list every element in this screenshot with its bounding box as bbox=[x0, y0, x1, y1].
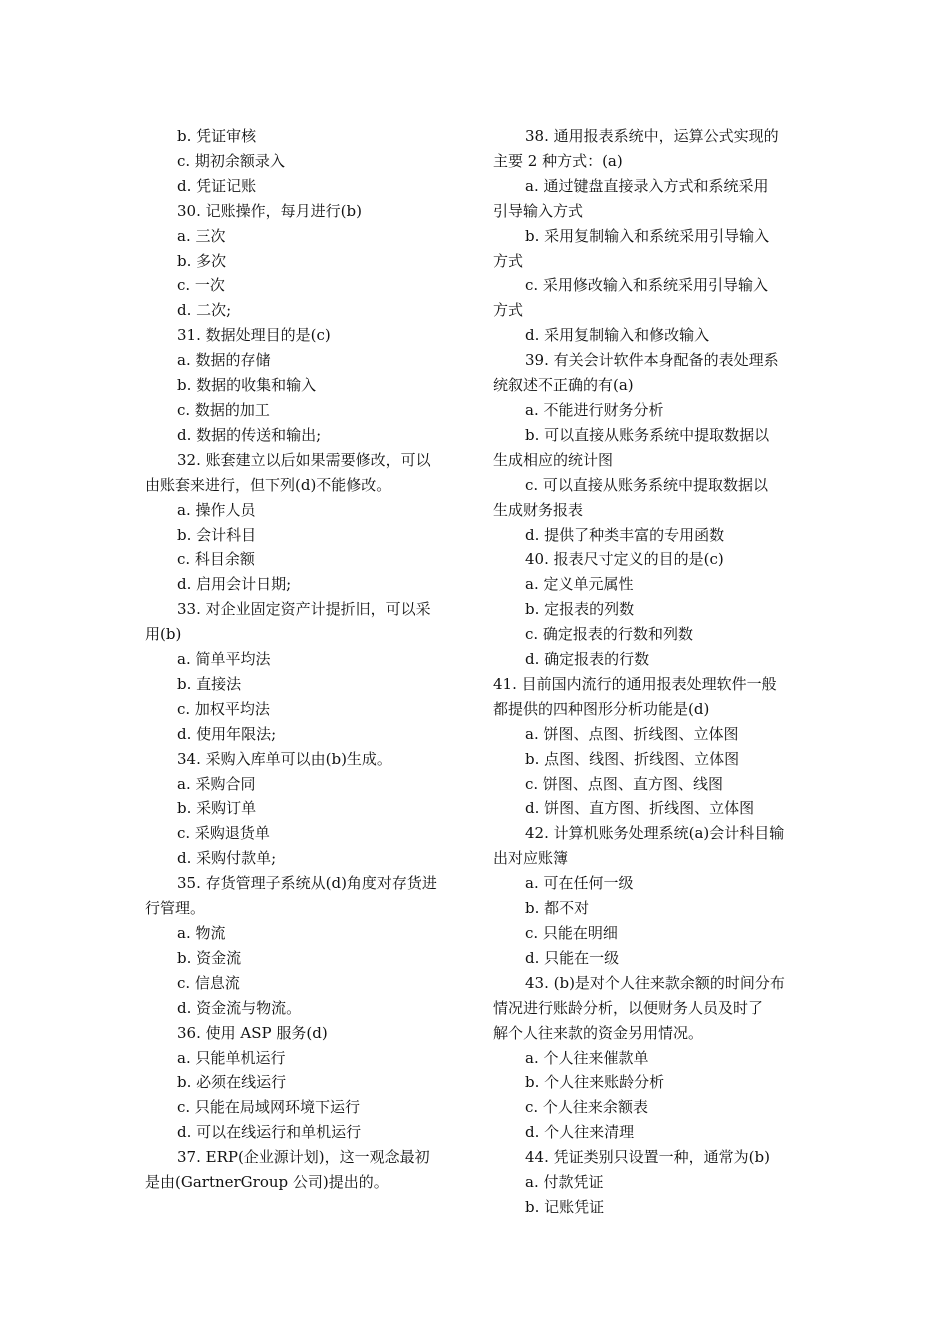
text-line: d. 提供了种类丰富的专用函数 bbox=[525, 525, 725, 544]
text-line: c. 只能在局域网环境下运行 bbox=[177, 1098, 360, 1117]
text-line: b. 凭证审核 bbox=[177, 127, 257, 145]
text-line: 34. 采购入库单可以由(b)生成。 bbox=[177, 749, 392, 768]
text-line: a. 数据的存储 bbox=[177, 351, 271, 370]
text-line: c. 确定报表的行数和列数 bbox=[525, 625, 693, 644]
text-line: c. 信息流 bbox=[177, 973, 240, 992]
text-line: 38. 通用报表系统中，运算公式实现的 bbox=[525, 127, 779, 145]
text-line: 31. 数据处理目的是(c) bbox=[177, 326, 331, 345]
text-line: b. 必须在线运行 bbox=[177, 1073, 287, 1092]
text-line: b. 记账凭证 bbox=[525, 1197, 605, 1216]
text-line: 出对应账簿 bbox=[493, 849, 569, 868]
text-line: a. 个人往来催款单 bbox=[525, 1048, 649, 1067]
text-line: 35. 存货管理子系统从(d)角度对存货进 bbox=[177, 874, 437, 893]
text-line: a. 定义单元属性 bbox=[525, 575, 634, 594]
text-line: c. 科目余额 bbox=[177, 550, 255, 569]
text-line: b. 个人往来账龄分析 bbox=[525, 1073, 665, 1092]
text-line: a. 可在任何一级 bbox=[525, 874, 634, 893]
text-line: 由账套来进行，但下列(d)不能修改。 bbox=[145, 475, 392, 494]
text-line: d. 饼图、直方图、折线图、立体图 bbox=[525, 799, 755, 818]
text-line: 32. 账套建立以后如果需要修改，可以 bbox=[177, 450, 431, 469]
text-line: b. 会计科目 bbox=[177, 525, 257, 544]
text-line: 行管理。 bbox=[145, 899, 206, 918]
text-line: b. 采购订单 bbox=[177, 799, 257, 818]
text-line: d. 采用复制输入和修改输入 bbox=[525, 326, 710, 345]
text-line: a. 物流 bbox=[177, 924, 226, 942]
text-line: b. 都不对 bbox=[525, 899, 590, 918]
text-line: 都提供的四种图形分析功能是(d) bbox=[493, 699, 710, 718]
text-line: 解个人往来款的资金另用情况。 bbox=[493, 1023, 704, 1042]
text-line: d. 二次; bbox=[177, 301, 232, 320]
text-line: d. 采购付款单; bbox=[177, 849, 277, 868]
text-line: d. 个人往来清理 bbox=[525, 1123, 635, 1142]
text-line: 生成财务报表 bbox=[493, 500, 584, 519]
left-column bbox=[145, 124, 457, 1195]
text-line: b. 可以直接从账务系统中提取数据以 bbox=[525, 425, 770, 444]
text-line: c. 数据的加工 bbox=[177, 400, 270, 419]
text-line: a. 不能进行财务分析 bbox=[525, 400, 664, 419]
text-line: b. 定报表的列数 bbox=[525, 600, 635, 619]
text-line: d. 资金流与物流。 bbox=[177, 998, 302, 1017]
text-line: 方式 bbox=[493, 301, 524, 320]
text-line: a. 采购合同 bbox=[177, 774, 256, 793]
text-line: c. 采购退货单 bbox=[177, 824, 270, 843]
text-line: 主要 2 种方式：(a) bbox=[493, 151, 623, 170]
text-line: c. 采用修改输入和系统采用引导输入 bbox=[525, 276, 768, 295]
text-line: 43. (b)是对个人往来款余额的时间分布 bbox=[525, 973, 785, 992]
text-line: d. 凭证记账 bbox=[177, 176, 257, 195]
text-line: a. 付款凭证 bbox=[525, 1173, 604, 1192]
text-line: d. 启用会计日期; bbox=[177, 575, 292, 594]
text-line: 30. 记账操作，每月进行(b) bbox=[177, 201, 362, 220]
text-line: c. 只能在明细 bbox=[525, 924, 618, 942]
text-line: c. 个人往来余额表 bbox=[525, 1098, 648, 1117]
text-line: 33. 对企业固定资产计提折旧，可以采 bbox=[177, 600, 431, 619]
text-line: c. 一次 bbox=[177, 276, 225, 295]
text-line: b. 采用复制输入和系统采用引导输入 bbox=[525, 226, 770, 245]
text-line: 42. 计算机账务处理系统(a)会计科目输 bbox=[525, 824, 785, 843]
text-line: 37. ERP(企业源计划)，这一观念最初 bbox=[177, 1148, 430, 1167]
text-line: d. 可以在线运行和单机运行 bbox=[177, 1123, 362, 1142]
text-line: b. 资金流 bbox=[177, 948, 242, 967]
text-line: 生成相应的统计图 bbox=[493, 450, 614, 469]
text-line: c. 可以直接从账务系统中提取数据以 bbox=[525, 475, 768, 494]
text-line: a. 操作人员 bbox=[177, 500, 256, 519]
text-line: 是由(GartnerGroup 公司)提出的。 bbox=[145, 1173, 389, 1192]
text-line: 用(b) bbox=[145, 625, 182, 644]
text-line: c. 加权平均法 bbox=[177, 699, 270, 718]
text-line: d. 只能在一级 bbox=[525, 948, 620, 967]
right-column bbox=[493, 124, 805, 1220]
text-line: 39. 有关会计软件本身配备的表处理系 bbox=[525, 351, 779, 370]
text-line: 41. 目前国内流行的通用报表处理软件一般 bbox=[493, 674, 777, 693]
text-line: c. 饼图、点图、直方图、线图 bbox=[525, 774, 723, 793]
text-line: a. 简单平均法 bbox=[177, 650, 271, 669]
text-line: b. 直接法 bbox=[177, 674, 242, 693]
text-line: b. 多次 bbox=[177, 251, 227, 270]
text-line: 40. 报表尺寸定义的目的是(c) bbox=[525, 550, 724, 569]
text-line: 方式 bbox=[493, 251, 524, 270]
text-line: a. 通过键盘直接录入方式和系统采用 bbox=[525, 176, 769, 195]
text-line: d. 使用年限法; bbox=[177, 724, 277, 743]
text-line: a. 三次 bbox=[177, 226, 226, 245]
text-line: d. 数据的传送和输出; bbox=[177, 425, 322, 444]
text-line: 情况进行账龄分析，以便财务人员及时了 bbox=[493, 998, 764, 1017]
text-line: b. 点图、线图、折线图、立体图 bbox=[525, 749, 740, 768]
text-line: d. 确定报表的行数 bbox=[525, 650, 650, 669]
text-line: c. 期初余额录入 bbox=[177, 151, 285, 170]
text-line: 引导输入方式 bbox=[493, 201, 584, 220]
text-line: a. 饼图、点图、折线图、立体图 bbox=[525, 724, 739, 743]
text-line: 36. 使用 ASP 服务(d) bbox=[177, 1023, 328, 1042]
text-line: 统叙述不正确的有(a) bbox=[493, 376, 634, 395]
text-line: 44. 凭证类别只设置一种，通常为(b) bbox=[525, 1148, 770, 1167]
text-line: b. 数据的收集和输入 bbox=[177, 376, 317, 395]
text-line: a. 只能单机运行 bbox=[177, 1048, 286, 1067]
